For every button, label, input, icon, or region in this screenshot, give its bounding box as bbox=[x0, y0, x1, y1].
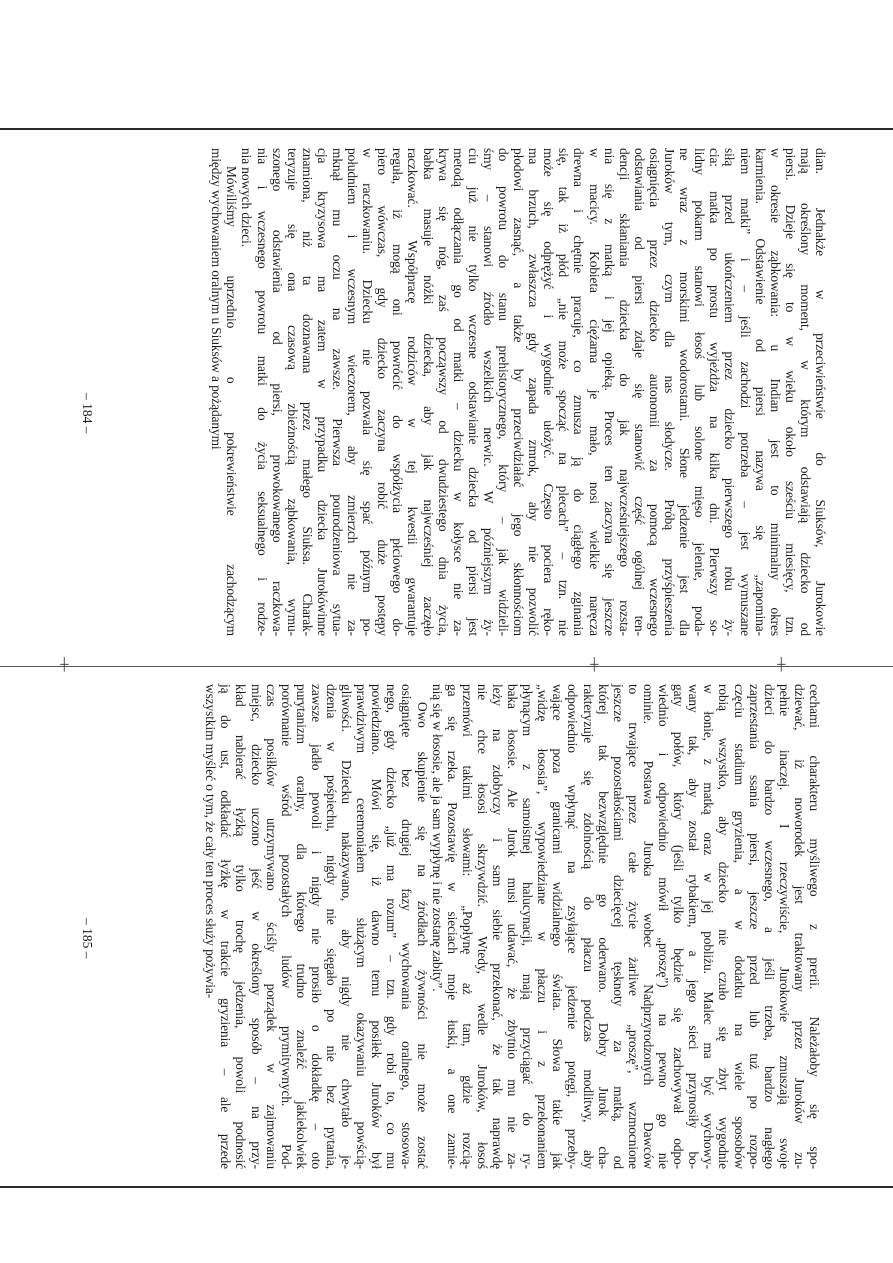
text-line: krywa się nóg, zaś począwszy od dwudziestego dnia życia, bbox=[435, 148, 451, 636]
text-line: wszystkim myśleć o tym, że cały ten proces służy pożywia- bbox=[203, 684, 219, 999]
text-line: dzieci do bardzo wczesnego, a jeśli trzeba, bardzo nagłego bbox=[761, 684, 777, 1169]
text-line: mają określony moment, w którym odstawiają dziecko od bbox=[797, 148, 813, 636]
spine-mark-left: ┼ bbox=[60, 657, 69, 671]
text-line: wiednio i odpowiednio mówił „proszę”) na pewno go nie bbox=[656, 684, 672, 1169]
text-line: nią się w łososie, ale ja sam wypłynę i nie zostanę zabity”. bbox=[429, 684, 445, 992]
text-line: nie chce łososi skrzywdzić. Wtedy, wedle Juroków, łosoś bbox=[474, 684, 490, 1169]
text-line: płynącym z samoistnej halucynacji, mają przyciągać do ry- bbox=[520, 684, 536, 1169]
text-line: dencji skłaniania dziecka do jak najwcześniejszego rozsta- bbox=[616, 148, 632, 636]
text-line: dian. Jednakże w przeciwieństwie do Siuksów, Jurokowie bbox=[813, 148, 828, 636]
text-line: południem i wczesnym wieczorem, aby zmierzch nie za- bbox=[345, 148, 361, 636]
text-line: miejsc, dziecko uczono jeść w określony sposób – na przy- bbox=[248, 684, 264, 1169]
text-line: której tak bezwzględnie go oderwano. Dobry Jurok cha- bbox=[595, 684, 611, 1169]
text-line: się, tak iż płód „nie może spocząć na plecach” – tzn. nie bbox=[556, 148, 572, 636]
text-line: w łonie, z matką oraz w jej pobliżu. Malec ma być wychowy- bbox=[701, 684, 717, 1169]
text-line: w macicy. Kobieta ciężarna je mało, nosi wielkie naręcza bbox=[586, 148, 602, 636]
text-line: siłą przed ukończeniem przez dziecko pierwszego roku ży- bbox=[722, 148, 738, 636]
bottom-edge-rule bbox=[0, 1186, 893, 1188]
text-line: jeszcze pozostałościami dziecięcej tęsknoty za matką, od bbox=[610, 684, 626, 1169]
text-line: prawdziwym ceremoniałem służącym okazywaniu powścią- bbox=[354, 684, 370, 1169]
text-line: ga się rzeka. Pozostawię w sieciach moje łuski, a one zamie- bbox=[444, 684, 460, 1169]
text-line: to trwające przez całe życie żarliwe „proszę”, wzmocnione bbox=[625, 684, 641, 1169]
text-line: leży na zdobyczy i sam siebie przekonać, że tak naprawdę bbox=[490, 684, 506, 1169]
text-line: Owo skupienie się na źródłach żywności nie może zostać bbox=[414, 702, 430, 1169]
text-line: ne wraz z morskimi wodorostami. Słone jedzenie jest dla bbox=[677, 148, 693, 636]
text-line: cechami charakteru myśliwego z prerii. Należałoby się spo- bbox=[807, 684, 822, 1169]
text-line: nia i wczesnego powrotu matki do życia seksualnego i rodze- bbox=[254, 148, 270, 636]
text-line: piersi. Dzieje się to w wieku około sześciu miesięcy, tzn. bbox=[782, 148, 798, 636]
text-line: drewna i chętnie pracuje, co zmusza ją do ciągłego zginania bbox=[571, 148, 587, 636]
text-line: purytanizm oralny, dla którego trudno znaleźć jakiekolwiek bbox=[293, 684, 309, 1169]
text-line: gaty połów, który (jeśli tylko będzie się zachowywał odpo- bbox=[671, 684, 687, 1169]
text-line: dziewać, iż noworodek jest traktowany przez Juroków zu- bbox=[791, 684, 807, 1169]
text-line: pełnie inaczej. I rzeczywiście, Jurokowie zmuszają swoje bbox=[776, 684, 792, 1169]
spine-rule bbox=[0, 666, 893, 667]
text-line: odpowiednio wpłynąć na zsyłające jedzenie potęgi, przeby- bbox=[565, 684, 581, 1169]
text-line: ma brzuch, zwłaszcza gdy zapada zmrok, aby nie pozwolić bbox=[526, 148, 542, 636]
text-line: może się odprężyć i wygodnie ułożyć. Często pociera ręko- bbox=[541, 148, 557, 636]
text-line: zaprzestania ssania piersi, jeszcze przed lub tuż po rozpo- bbox=[746, 684, 762, 1169]
text-line: cia: matka po prostu wyjeżdża na kilka dni. Pierwszy so- bbox=[707, 148, 723, 636]
text-line: wające poza granicami widzialnego świata. Słowa takie jak bbox=[550, 684, 566, 1169]
text-line: rakteryzuje się zdolnością do płaczu podczas modlitwy, aby bbox=[580, 684, 596, 1169]
text-line: dzenia w pośpiechu, nigdy nie sięgało po nie bez pytania, bbox=[324, 684, 339, 1169]
text-line: do powrotu do stanu prehistorycznego, który – jak widzieli- bbox=[496, 148, 512, 636]
text-line: nia nowych dzieci. bbox=[239, 148, 255, 247]
text-line: metodą odłączania go od matki – dziecku w kołysce nie za- bbox=[450, 148, 466, 636]
text-line: karmienia. Odstawienie od piersi nazywa się „zapomina- bbox=[752, 148, 768, 636]
text-line: mknął mu oczu na zawsze. Pierwsza pourodzeniowa sytua- bbox=[330, 148, 345, 636]
spine-mark-right: ┼ bbox=[777, 657, 786, 671]
text-line: Juroków tym, czym dla nas słodycze. Próbą przyśpieszenia bbox=[662, 148, 678, 636]
text-line: reguła, iż mogą oni powrócić do współżycia płciowego do- bbox=[390, 148, 406, 636]
text-line: babka masuje nóżki dziecka, aby jak najwcześniej zaczęło bbox=[420, 148, 436, 636]
text-line: raczkować. Współpracę rodziców w tej kwestii gwarantuje bbox=[405, 148, 421, 636]
text-line: zawsze jadło powoli i nigdy nie prosiło o dokładkę – oto bbox=[308, 684, 324, 1169]
text-line: płodowi zasnąć, a także by przeciwdziałać jego skłonnościom bbox=[511, 148, 527, 636]
text-line: powiedziano. Mówi się, iż dawno temu posiłek Juroków był bbox=[369, 684, 385, 1169]
text-line: szonego odstawienia od piersi, prowokowanego raczkowa- bbox=[269, 148, 285, 636]
text-line: baka łososie. Ale Jurok musi udawać, że zbytnio mu nie za- bbox=[505, 684, 521, 1169]
text-line: osiągnięcia przez dziecko autonomii za pomocą wczesnego bbox=[646, 148, 662, 636]
text-line: nia się z matką i jej opieką. Proces ten zaczyna się jeszcze bbox=[601, 148, 617, 636]
top-edge-rule bbox=[0, 128, 893, 130]
text-line: niem matki” i – jeśli zachodzi potrzeba – jest wymuszane bbox=[737, 148, 753, 636]
text-line: między wychowaniem oralnym u Siuksów a pożądanymi bbox=[209, 148, 225, 450]
text-line: gliwości. Dziecku nakazywano, aby nigdy nie chwytało je- bbox=[339, 684, 355, 1169]
text-line: czas posiłków utrzymywano ściśly porządek w zajmowaniu bbox=[263, 684, 279, 1169]
text-line: przemówi takimi słowami: „Popłynę aż tam, gdzie rozcią- bbox=[459, 684, 475, 1169]
text-line: Mówiliśmy uprzednio o pokrewieństwie zachodzącym bbox=[224, 166, 240, 636]
page-184-text bbox=[209, 148, 828, 636]
text-line: ominie. Postawa Juroka wobec Nadprzyrodzonych Dawców bbox=[640, 684, 656, 1169]
text-line: „widzę łososia”, wypowiedziane w płaczu i z przekonaniem bbox=[535, 684, 551, 1169]
text-line: odstawiania od piersi zdaje się stanowić część ogólnej ten- bbox=[631, 148, 647, 636]
text-line: teryzuje się ona czasową zbieżnością ząbkowania, wymu- bbox=[284, 148, 300, 636]
text-line: śmy – stanowi źródło wszelkich nerwic. W późniejszym ży- bbox=[480, 148, 496, 636]
text-line: cja kryzysowa ma zatem w przypadku dziecka Jurokówinne bbox=[314, 148, 330, 636]
page-185-number: – 185 – bbox=[80, 918, 95, 959]
text-line: kład nabierać łyżką tylko trochę jedzenia, powoli podnosić bbox=[233, 684, 249, 1169]
text-line: znamiona, niż ta doznawana przez małego Siuksa. Charak- bbox=[299, 148, 315, 636]
text-line: częciu stadium gryzienia, a w dodatku na wiele sposobów bbox=[731, 684, 747, 1169]
text-line: nego, gdy dziecko „już ma rozum” – tzn. gdy robi to, co mu bbox=[384, 684, 400, 1169]
text-line: ją do ust, odkładać łyżkę w trakcie gryzienia – ale przede bbox=[218, 684, 234, 1169]
text-line: piero wówczas, gdy dziecko zaczyna robić duże postępy bbox=[375, 148, 391, 636]
text-line: lidny pokarm stanowi łosoś lub solone mięso jelenie, poda- bbox=[692, 148, 708, 636]
text-line: wany tak, aby został rybakiem, a jego sieci przynosiły bo- bbox=[686, 684, 702, 1169]
page-185-text bbox=[203, 684, 822, 1169]
spine-mark-mid: ┼ bbox=[590, 657, 599, 671]
page-184-number: – 184 – bbox=[80, 393, 95, 434]
text-line: w raczkowaniu. Dziecku nie pozwala się spać późnym po- bbox=[360, 148, 376, 636]
text-line: porównanie wśród pozostałych ludów prymitywnych. Pod- bbox=[278, 684, 294, 1169]
text-line: osiągnięte bez drugiej fazy wychowania oralnego, stosowa- bbox=[399, 684, 415, 1169]
text-line: ciu już nie tylko wczesne odstawianie dziecka od piersi jest bbox=[465, 148, 481, 636]
text-line: w okresie ząbkowania: u Indian jest to minimalny okres bbox=[767, 148, 783, 636]
text-line: robią wszystko, aby dziecko nie czuło się zbyt wygodnie bbox=[716, 684, 732, 1169]
